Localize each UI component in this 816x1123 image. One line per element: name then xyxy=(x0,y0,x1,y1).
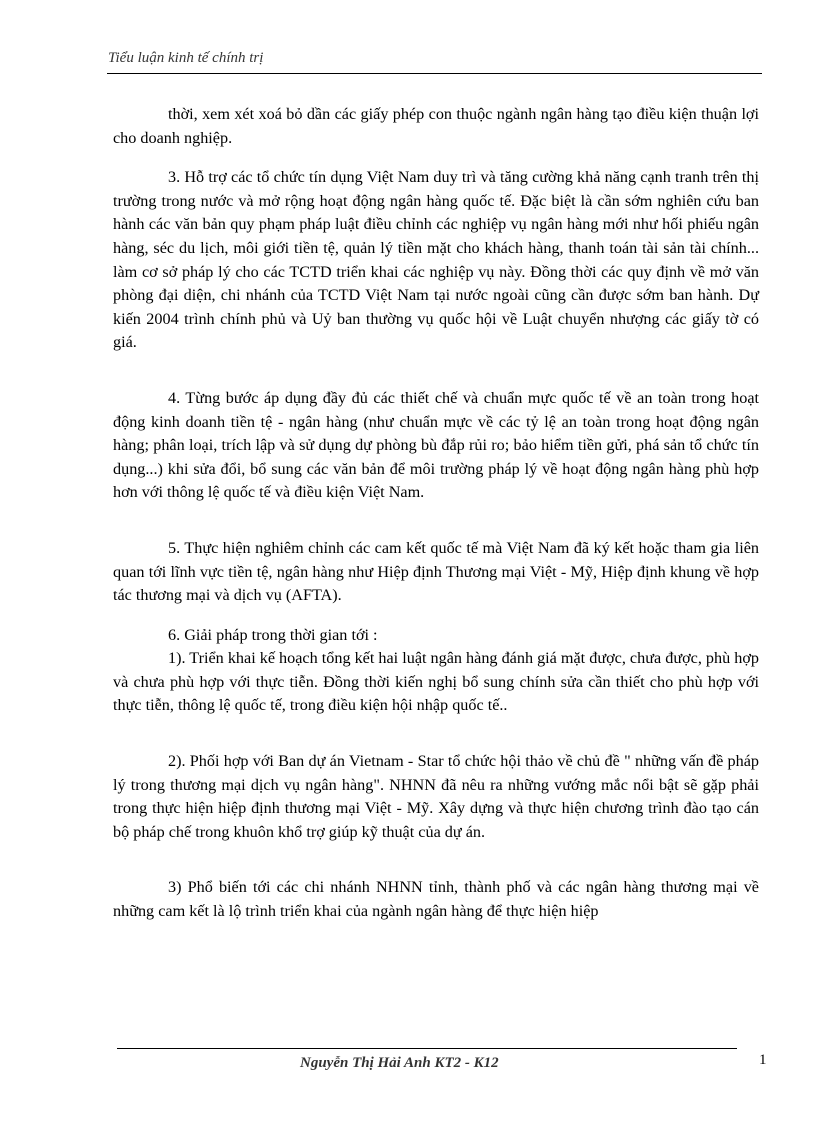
paragraph-solution-1: 1). Triển khai kế hoạch tổng kết hai luật ngân hàng đánh giá mặt được, chưa được, phù hợp và chưa phù hợp với thực tiễn. Đồng thời kiến nghị bổ sung chính sửa cần thiết cho phù hợp với thực tiễn, thông lệ quốc tế, trong điều kiện hội nhập quốc tế.. xyxy=(113,649,760,715)
paragraph-solution-2: 2). Phối hợp với Ban dự án Vietnam - Star tổ chức hội thảo về chủ đề " những vấn đề pháp lý trong thương mại dịch vụ ngân hàng". NHNN đã nêu ra những vướng mắc nổi bật sẽ gặp phải trong thực hiện hiệp định thương mại Việt - Mỹ. Xây dựng và thực hiện chương trình đào tạo cán bộ pháp chế trong khuôn khổ trợ giúp kỹ thuật của dự án. xyxy=(113,752,759,841)
footer-author: Nguyễn Thị Hải Anh KT2 - K12 xyxy=(300,1055,499,1071)
paragraph-item-5: 5. Thực hiện nghiêm chỉnh các cam kết quốc tế mà Việt Nam đã ký kết hoặc tham gia liên quan tới lĩnh vực tiền tệ, ngân hàng như Hiệp định Thương mại Việt - Mỹ, Hiệp định khung về hợp tác thương mại và dịch vụ (AFTA). xyxy=(113,538,759,605)
document-body xyxy=(113,103,759,924)
page-number: 1 xyxy=(759,1052,767,1068)
header-title: Tiểu luận kinh tế chính trị xyxy=(108,50,264,66)
paragraph-item-4: 4. Từng bước áp dụng đầy đủ các thiết chế và chuẩn mực quốc tế về an toàn trong hoạt động kinh doanh tiền tệ - ngân hàng (như chuẩn mực về các tỷ lệ an toàn trong hoạt động ngân hàng; phân loại, trích lập và sử dụng dự phòng bù đắp rủi ro; bảo hiểm tiền gửi, phá sản tổ chức tín dụng...) khi sửa đổi, bổ sung các văn bản để môi trường pháp lý về hoạt động ngân hàng phù hợp hơn với thông lệ quốc tế và điều kiện Việt Nam. xyxy=(113,388,759,502)
paragraph-item-3: 3. Hỗ trợ các tổ chức tín dụng Việt Nam duy trì và tăng cường khả năng cạnh tranh trên thị trường trong nước và mở rộng hoạt động ngân hàng quốc tế. Đặc biệt là cần sớm nghiên cứu ban hành các văn bản quy phạm pháp luật điều chỉnh các nghiệp vụ ngân hàng mới như hối phiếu ngân hàng, séc du lịch, môi giới tiền tệ, quản lý tiền mặt cho khách hàng, thanh toán tài sản tài chính... làm cơ sở pháp lý cho các TCTD triển khai các nghiệp vụ này. Đồng thời các quy định về mở văn phòng đại diện, chi nhánh của TCTD Việt Nam tại nước ngoài cũng cần được sớm ban hành. Dự kiến 2004 trình chính phủ và Uỷ ban thường vụ quốc hội về Luật chuyển nhượng các giấy tờ có giá. xyxy=(113,168,759,352)
paragraph-item-6-heading: 6. Giải pháp trong thời gian tới : xyxy=(168,625,378,644)
paragraph-solution-3: 3) Phổ biến tới các chi nhánh NHNN tỉnh, thành phố và các ngân hàng thương mại về những cam kết là lộ trình triển khai của ngành ngân hàng để thực hiện hiệp xyxy=(113,878,759,921)
paragraph-continuation: thời, xem xét xoá bỏ dần các giấy phép con thuộc ngành ngân hàng tạo điều kiện thuận lợi cho doanh nghiệp. xyxy=(113,105,759,147)
footer-divider xyxy=(117,1048,737,1049)
header-divider xyxy=(107,73,762,74)
